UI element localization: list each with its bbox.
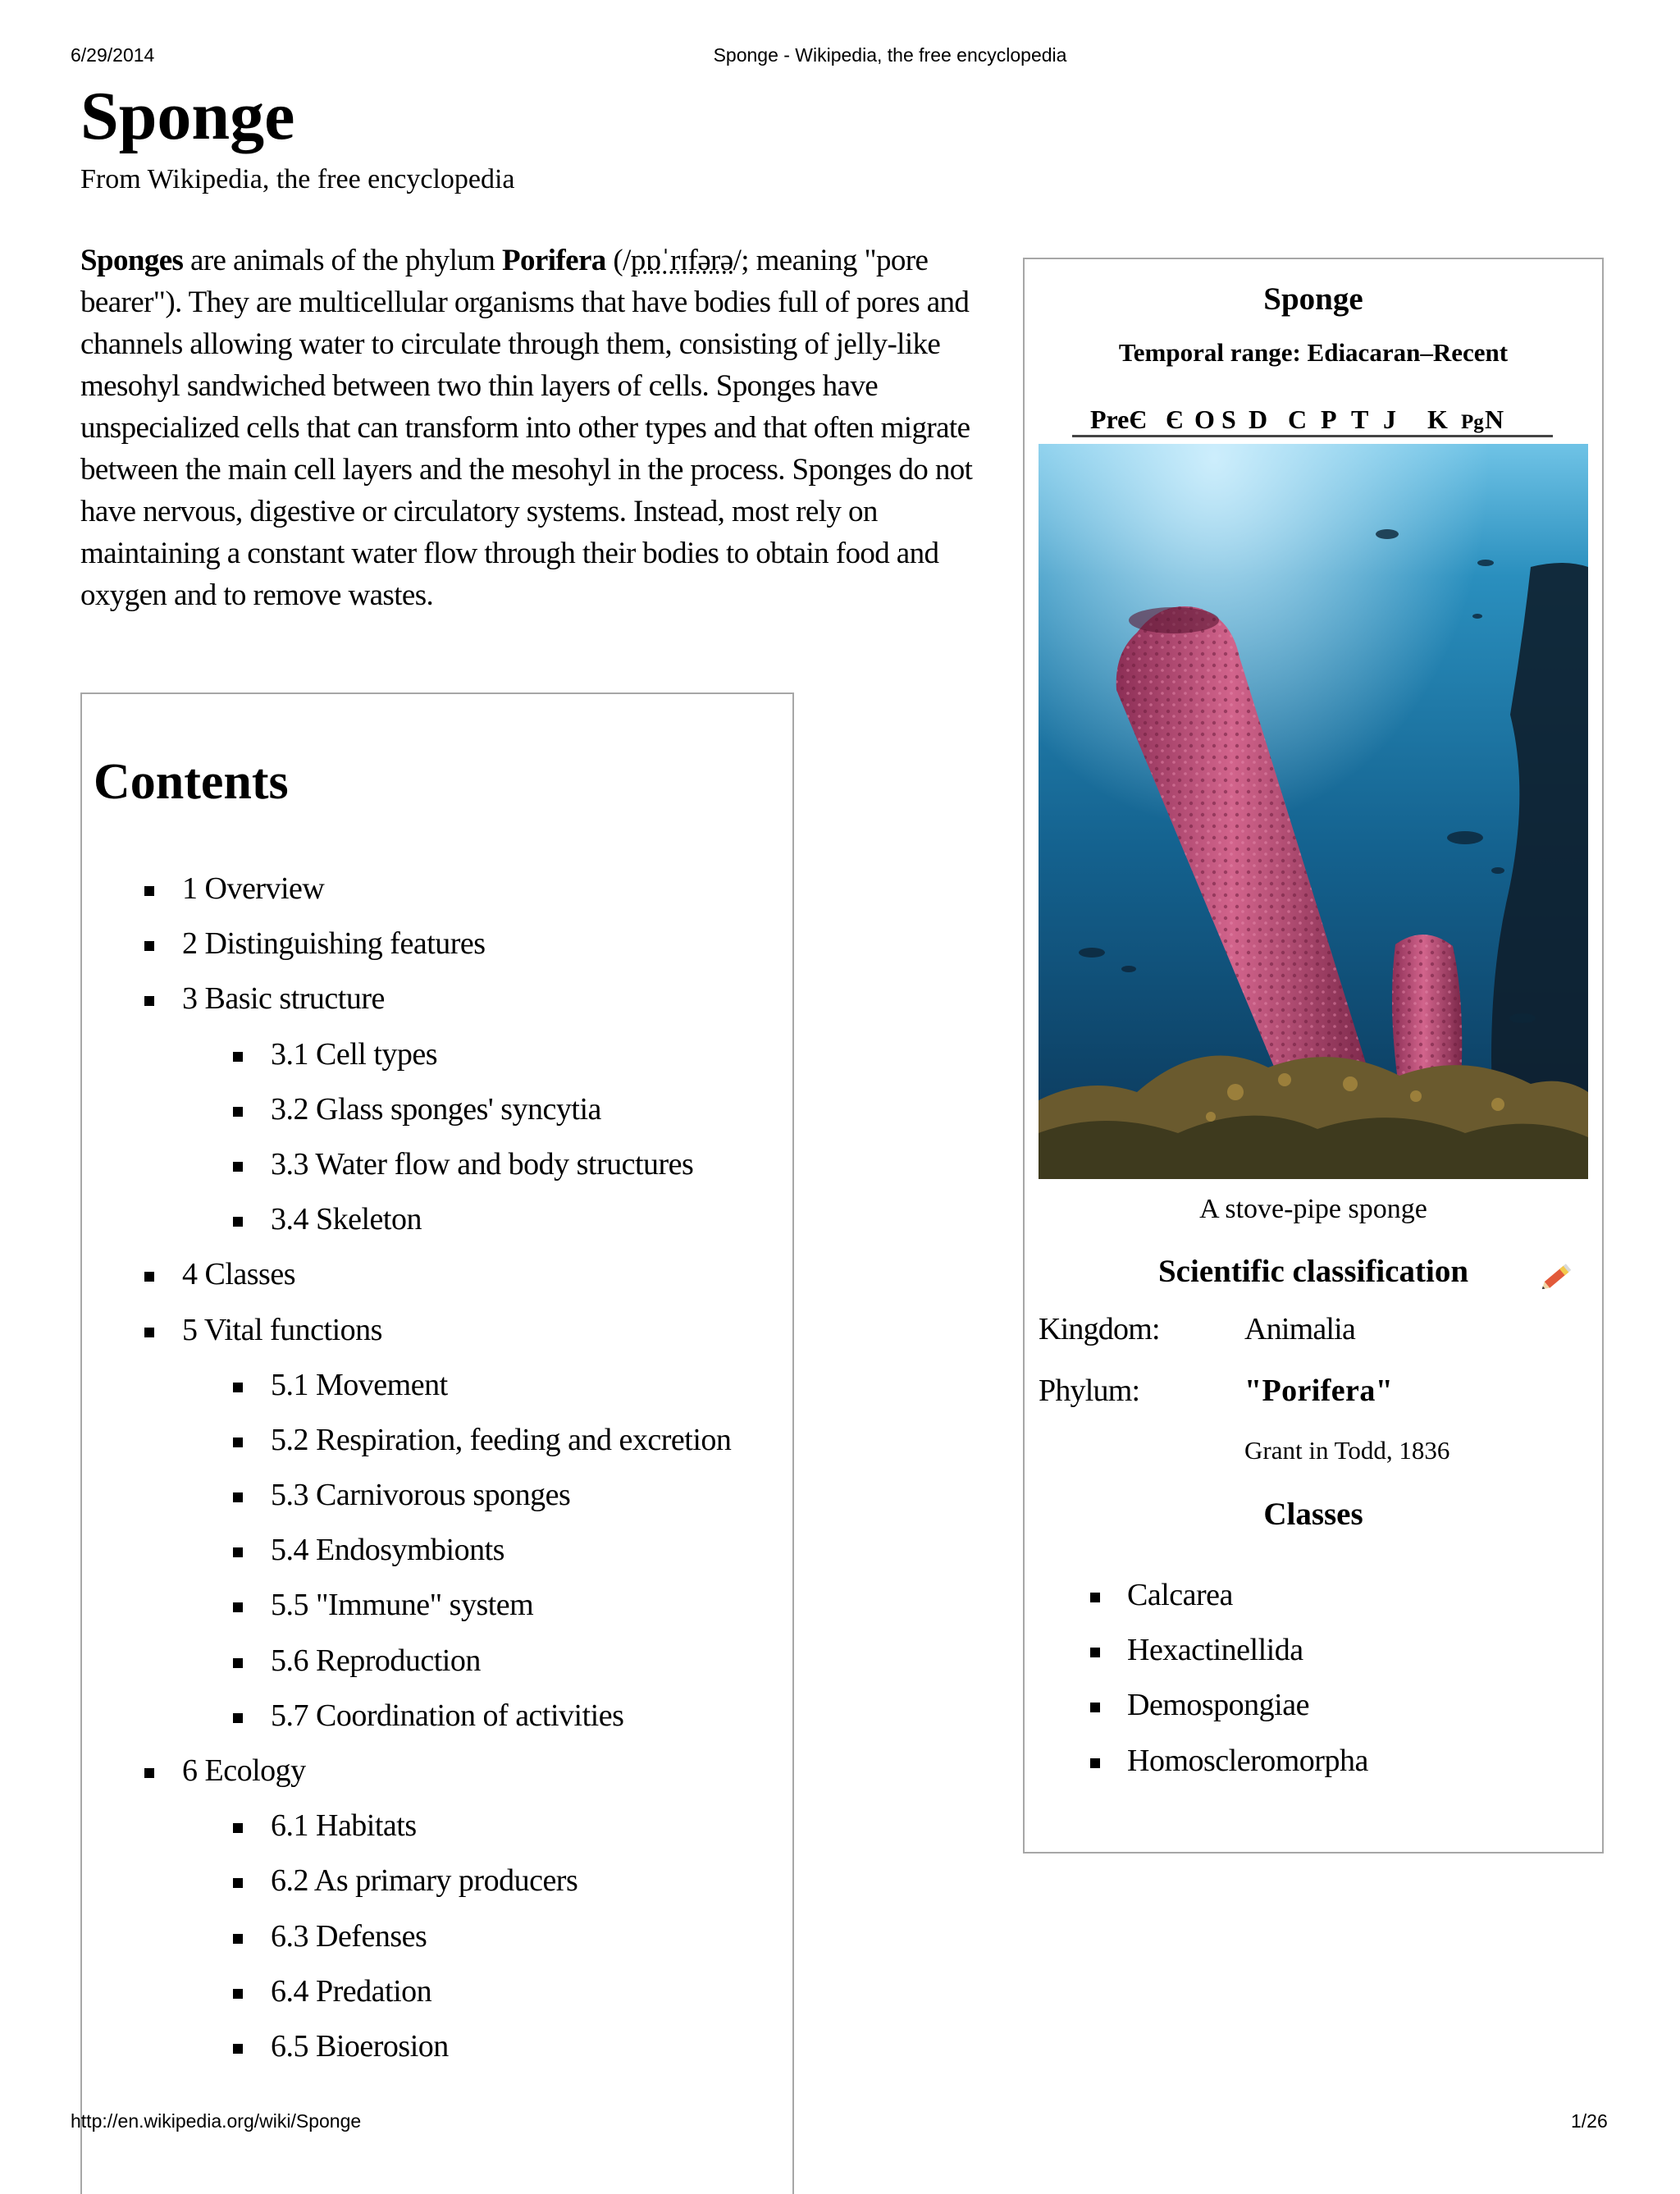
toc-item[interactable]: 5.2 Respiration, feeding and excretion: [82, 1413, 731, 1468]
toc-item[interactable]: 4 Classes: [82, 1247, 731, 1302]
toc-item[interactable]: 3.2 Glass sponges' syncytia: [82, 1082, 731, 1137]
toc-title: Contents: [94, 754, 289, 810]
print-url: http://en.wikipedia.org/wiki/Sponge: [71, 2110, 362, 2132]
kingdom-label: Kingdom:: [1039, 1312, 1160, 1346]
print-page-title: Sponge - Wikipedia, the free encyclopedia: [713, 44, 1067, 66]
period-label[interactable]: S: [1221, 405, 1236, 434]
toc-item[interactable]: 2 Distinguishing features: [82, 916, 731, 971]
class-item[interactable]: Homoscleromorpha: [1025, 1734, 1368, 1789]
phylum-value: "Porifera": [1244, 1374, 1394, 1408]
period-label[interactable]: J: [1383, 405, 1396, 434]
pronunciation-link[interactable]: pɒˈrɪfərə: [630, 244, 733, 277]
intro-bold-porifera: Porifera: [502, 244, 606, 277]
intro-bold-sponges: Sponges: [80, 244, 184, 277]
table-of-contents: [80, 692, 794, 2194]
classes-list: [1025, 1568, 1368, 1789]
toc-item[interactable]: 5.7 Coordination of activities: [82, 1689, 731, 1744]
toc-item[interactable]: 6.5 Bioerosion: [82, 2019, 731, 2074]
photo-caption: A stove-pipe sponge: [1199, 1194, 1427, 1224]
infobox: [1023, 258, 1604, 1853]
print-date: 6/29/2014: [71, 44, 155, 66]
toc-item[interactable]: 6 Ecology: [82, 1744, 731, 1799]
toc-item[interactable]: 3.4 Skeleton: [82, 1192, 731, 1247]
toc-item[interactable]: 5.1 Movement: [82, 1358, 731, 1413]
page-title: Sponge: [80, 78, 295, 154]
class-item[interactable]: Demospongiae: [1025, 1678, 1368, 1733]
period-label[interactable]: O: [1194, 405, 1215, 434]
toc-item[interactable]: 3.3 Water flow and body structures: [82, 1137, 731, 1192]
intro-text-1: are animals of the phylum: [183, 244, 502, 277]
toc-item[interactable]: 5.6 Reproduction: [82, 1634, 731, 1689]
phylum-authority[interactable]: Grant in Todd, 1836: [1244, 1436, 1450, 1465]
toc-item[interactable]: 3.1 Cell types: [82, 1027, 731, 1082]
toc-item[interactable]: 6.2 As primary producers: [82, 1853, 731, 1908]
period-label[interactable]: Є: [1166, 405, 1184, 434]
geologic-timeline: [1072, 404, 1553, 437]
intro-text-3: /; meaning "pore bearer"). They are multicellular organisms that have bodies full of pores and channels allowing water to circulate through them, consisting of jelly-like mesohyl sandwiched between two thin layers of cells. Sponges have unspecialized cells that can transform into other types and that often migrate between the main cell layers and the mesohyl in the process. Sponges do not have nervous, digestive or circulatory systems. Instead, most rely on maintaining a constant water flow through their bodies to obtain food and oxygen and to remove wastes.: [80, 244, 973, 612]
toc-item[interactable]: 5.3 Carnivorous sponges: [82, 1468, 731, 1523]
period-label[interactable]: D: [1249, 405, 1268, 434]
period-label[interactable]: Pg: [1461, 411, 1484, 433]
edit-pencil-icon[interactable]: [1539, 1257, 1577, 1295]
toc-item[interactable]: 5.4 Endosymbionts: [82, 1523, 731, 1578]
phylum-label: Phylum:: [1039, 1374, 1140, 1408]
toc-item[interactable]: 6.3 Defenses: [82, 1909, 731, 1964]
infobox-title: Sponge: [1263, 281, 1363, 317]
intro-text-2: (/: [605, 244, 631, 277]
toc-item[interactable]: 6.4 Predation: [82, 1964, 731, 2019]
toc-item[interactable]: 5.5 "Immune" system: [82, 1578, 731, 1633]
classification-heading: Scientific classification: [1157, 1254, 1469, 1289]
page-tagline: From Wikipedia, the free encyclopedia: [80, 164, 515, 194]
intro-paragraph: [80, 240, 999, 616]
period-label[interactable]: K: [1427, 405, 1448, 434]
toc-list: [82, 862, 731, 2074]
temporal-range: Temporal range: Ediacaran–Recent: [1118, 338, 1509, 367]
toc-item[interactable]: 6.1 Habitats: [82, 1799, 731, 1853]
period-label[interactable]: P: [1321, 405, 1337, 434]
sponge-photo[interactable]: [1039, 444, 1588, 1179]
print-page-number: 1/26: [1571, 2110, 1608, 2132]
class-item[interactable]: Hexactinellida: [1025, 1623, 1368, 1678]
period-label[interactable]: N: [1485, 405, 1504, 434]
toc-item[interactable]: 1 Overview: [82, 862, 731, 916]
kingdom-value[interactable]: Animalia: [1244, 1312, 1356, 1346]
classes-heading: Classes: [1263, 1497, 1363, 1532]
toc-item[interactable]: 5 Vital functions: [82, 1303, 731, 1358]
period-label[interactable]: T: [1351, 405, 1369, 434]
toc-item[interactable]: 3 Basic structure: [82, 971, 731, 1026]
period-label[interactable]: C: [1288, 405, 1308, 434]
period-label[interactable]: PreЄ: [1090, 405, 1148, 434]
class-item[interactable]: Calcarea: [1025, 1568, 1368, 1623]
